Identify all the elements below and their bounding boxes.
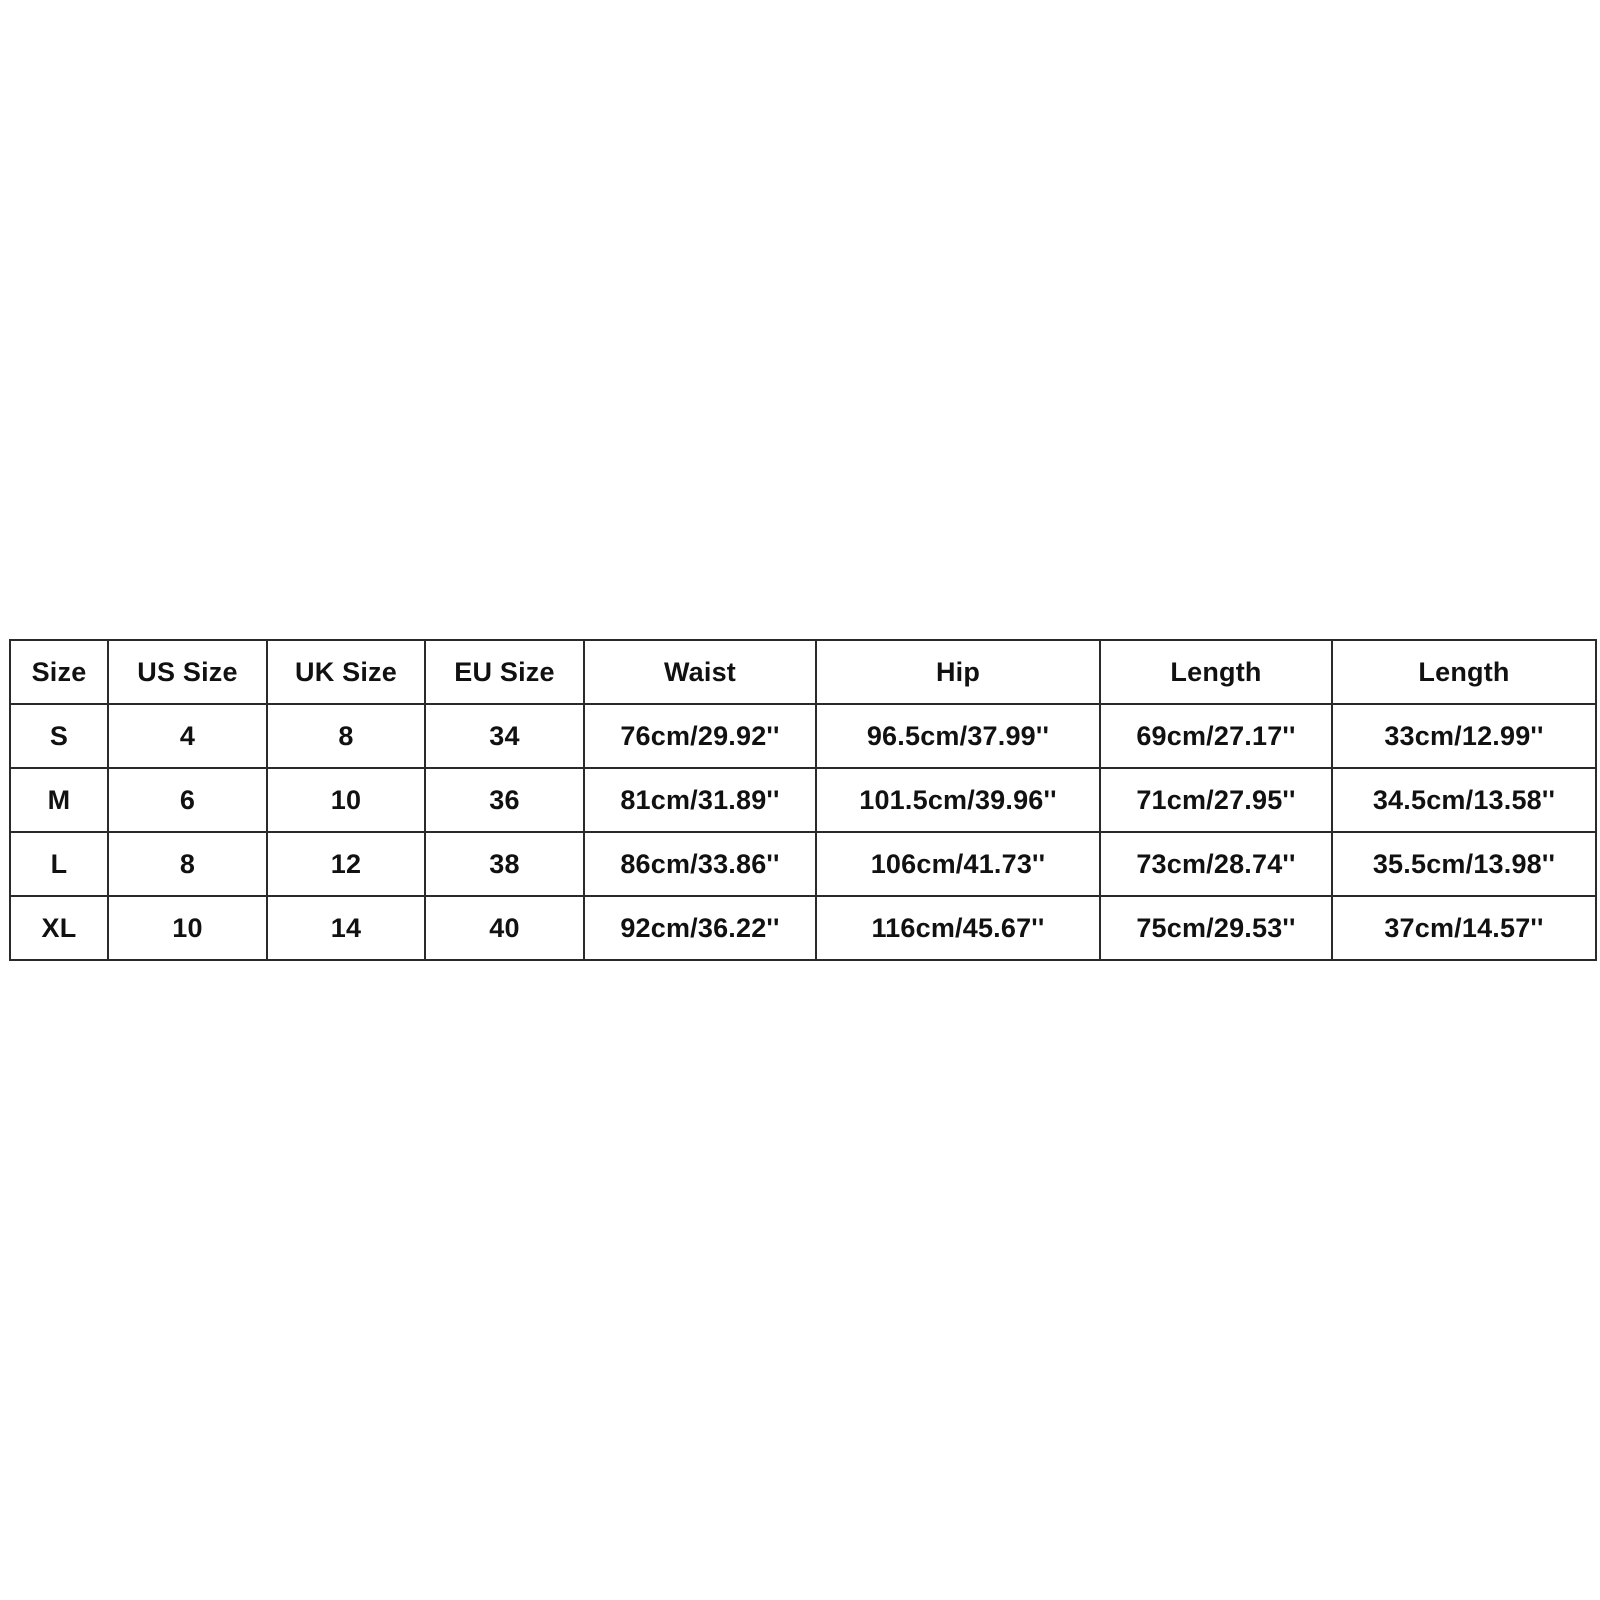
cell-length: 75cm/29.53'' bbox=[1100, 896, 1332, 960]
table-row bbox=[10, 768, 1596, 832]
cell-length: 71cm/27.95'' bbox=[1100, 768, 1332, 832]
cell-length-2: 33cm/12.99'' bbox=[1332, 704, 1596, 768]
cell-uk-size: 10 bbox=[267, 768, 425, 832]
cell-size: XL bbox=[10, 896, 108, 960]
cell-length: 69cm/27.17'' bbox=[1100, 704, 1332, 768]
header-us-size: US Size bbox=[108, 640, 267, 704]
cell-waist: 76cm/29.92'' bbox=[584, 704, 816, 768]
cell-us-size: 4 bbox=[108, 704, 267, 768]
cell-waist: 86cm/33.86'' bbox=[584, 832, 816, 896]
cell-eu-size: 34 bbox=[425, 704, 584, 768]
header-waist: Waist bbox=[584, 640, 816, 704]
cell-size: S bbox=[10, 704, 108, 768]
cell-size: M bbox=[10, 768, 108, 832]
cell-length-2: 34.5cm/13.58'' bbox=[1332, 768, 1596, 832]
cell-uk-size: 12 bbox=[267, 832, 425, 896]
cell-uk-size: 8 bbox=[267, 704, 425, 768]
cell-waist: 92cm/36.22'' bbox=[584, 896, 816, 960]
table-row bbox=[10, 832, 1596, 896]
cell-uk-size: 14 bbox=[267, 896, 425, 960]
table-row bbox=[10, 704, 1596, 768]
table-row bbox=[10, 896, 1596, 960]
header-eu-size: EU Size bbox=[425, 640, 584, 704]
header-hip: Hip bbox=[816, 640, 1100, 704]
cell-length: 73cm/28.74'' bbox=[1100, 832, 1332, 896]
cell-eu-size: 40 bbox=[425, 896, 584, 960]
cell-hip: 106cm/41.73'' bbox=[816, 832, 1100, 896]
cell-eu-size: 38 bbox=[425, 832, 584, 896]
header-uk-size: UK Size bbox=[267, 640, 425, 704]
cell-us-size: 6 bbox=[108, 768, 267, 832]
cell-hip: 116cm/45.67'' bbox=[816, 896, 1100, 960]
header-size: Size bbox=[10, 640, 108, 704]
cell-us-size: 10 bbox=[108, 896, 267, 960]
cell-hip: 101.5cm/39.96'' bbox=[816, 768, 1100, 832]
header-length-2: Length bbox=[1332, 640, 1596, 704]
header-row bbox=[10, 640, 1596, 704]
cell-length-2: 37cm/14.57'' bbox=[1332, 896, 1596, 960]
cell-hip: 96.5cm/37.99'' bbox=[816, 704, 1100, 768]
cell-length-2: 35.5cm/13.98'' bbox=[1332, 832, 1596, 896]
cell-us-size: 8 bbox=[108, 832, 267, 896]
header-length: Length bbox=[1100, 640, 1332, 704]
cell-eu-size: 36 bbox=[425, 768, 584, 832]
size-chart-table bbox=[9, 639, 1597, 961]
cell-waist: 81cm/31.89'' bbox=[584, 768, 816, 832]
cell-size: L bbox=[10, 832, 108, 896]
